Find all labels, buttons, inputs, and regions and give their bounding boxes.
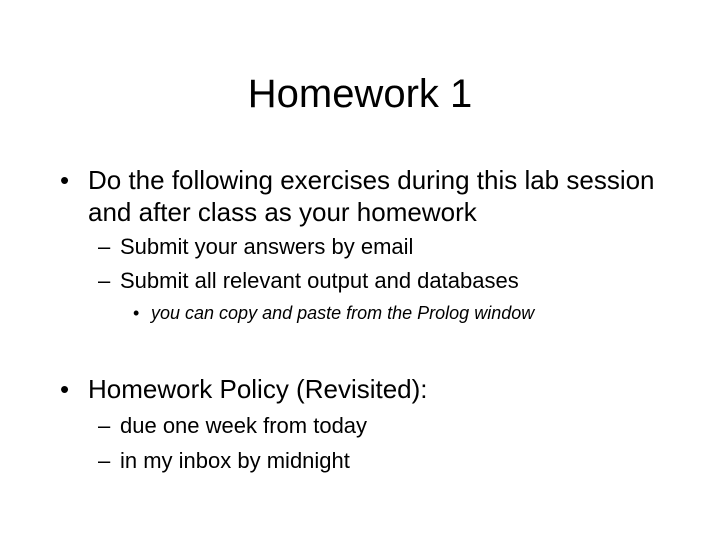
- sub-item-text: Submit your answers by email: [120, 234, 414, 259]
- slide-title: Homework 1: [247, 72, 473, 116]
- dash-marker: –: [98, 234, 111, 259]
- dot-marker: •: [133, 303, 140, 323]
- bullet-marker: •: [60, 374, 70, 404]
- bullet-item-homework-policy: [60, 373, 680, 405]
- dash-marker: –: [98, 268, 111, 293]
- bullet-marker: •: [60, 165, 70, 195]
- sub-item-submit-output: [98, 267, 688, 295]
- sub-item-text: in my inbox by midnight: [120, 448, 350, 473]
- sub-item-inbox: [98, 447, 688, 475]
- bullet-text: Do the following exercises during this lab session and after class as your homework: [88, 165, 655, 227]
- sub-item-submit-answers: [98, 233, 688, 261]
- sub-item-text: due one week from today: [120, 413, 368, 438]
- bullet-text: Homework Policy (Revisited):: [88, 374, 428, 404]
- dash-marker: –: [98, 448, 111, 473]
- bullet-item-exercises: [60, 164, 680, 228]
- sub-sub-item-text: you can copy and paste from the Prolog window: [151, 303, 535, 323]
- sub-item-due-date: [98, 412, 688, 440]
- sub-item-text: Submit all relevant output and databases: [120, 268, 519, 293]
- dash-marker: –: [98, 413, 111, 438]
- sub-sub-item-copy-paste: [133, 302, 693, 324]
